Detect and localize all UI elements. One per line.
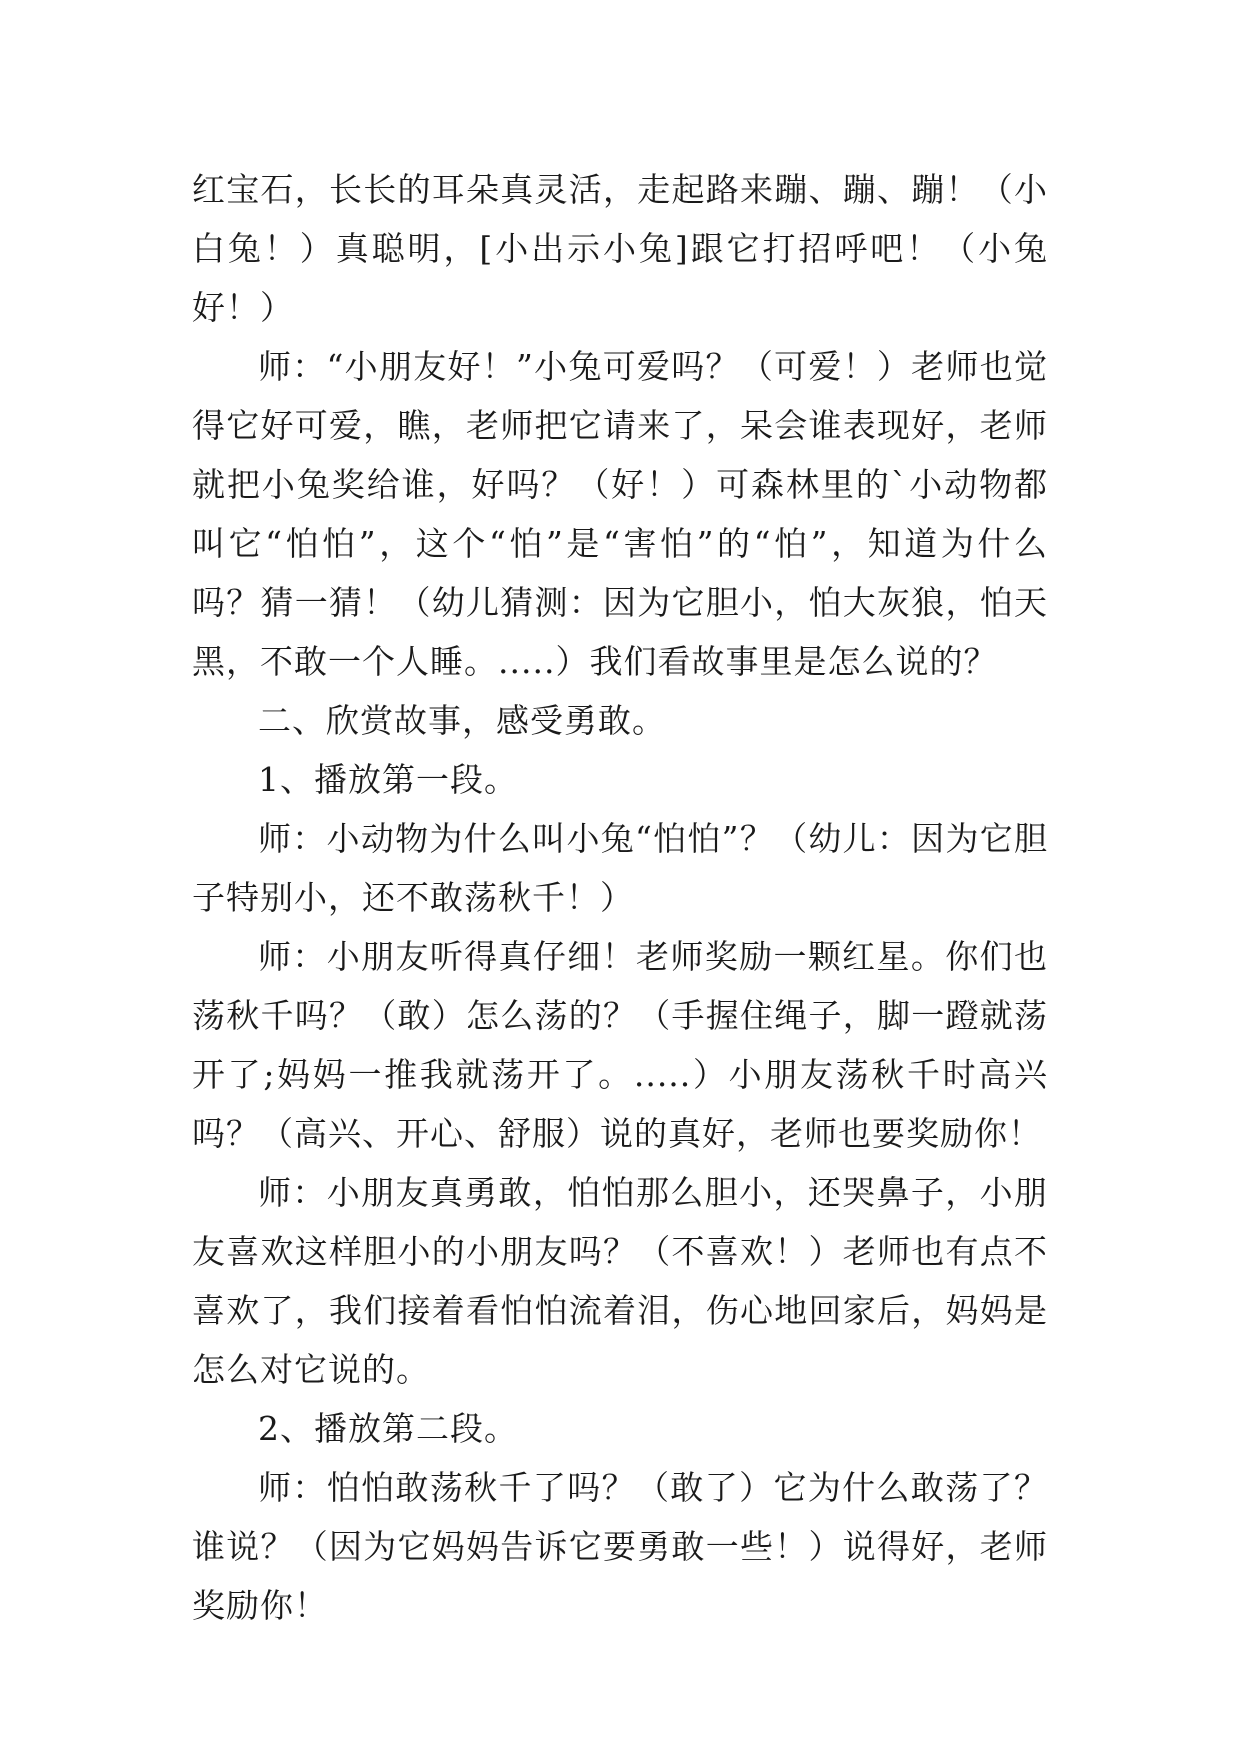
paragraph-1: 红宝石，长长的耳朵真灵活，走起路来蹦、蹦、蹦！（小白兔！）真聪明，[小出示小兔]跟它打招呼吧！（小兔好！）	[192, 170, 1048, 327]
step-heading-play-first-segment: 1、播放第一段。	[258, 760, 518, 799]
paragraph-9: 师：怕怕敢荡秋千了吗？（敢了）它为什么敢荡了？谁说？（因为它妈妈告诉它要勇敢一些！）说得好，老师奖励你！	[192, 1468, 1048, 1625]
paragraph-2: 师：“小朋友好！”小兔可爱吗？（可爱！）老师也觉得它好可爱，瞧，老师把它请来了，呆会谁表现好，老师就把小兔奖给谁，好吗？（好！）可森林里的`小动物都叫它“怕怕”，这个“怕”是“害怕”的“怕”，知道为什么吗？猜一猜！（幼儿猜测：因为它胆小，怕大灰狼，怕天黑，不敢一个人睡。.....）我们看故事里是怎么说的？	[192, 347, 1048, 681]
paragraph-5: 师：小动物为什么叫小兔“怕怕”？（幼儿：因为它胆子特别小，还不敢荡秋千！）	[192, 819, 1048, 917]
section-heading-appreciate-story: 二、欣赏故事，感受勇敢。	[258, 701, 666, 740]
document-body	[192, 160, 1048, 1635]
paragraph-7: 师：小朋友真勇敢，怕怕那么胆小，还哭鼻子，小朋友喜欢这样胆小的小朋友吗？（不喜欢！）老师也有点不喜欢了，我们接着看怕怕流着泪，伤心地回家后，妈妈是怎么对它说的。	[192, 1173, 1048, 1389]
paragraph-6: 师：小朋友听得真仔细！老师奖励一颗红星。你们也荡秋千吗？（敢）怎么荡的？（手握住绳子，脚一蹬就荡开了;妈妈一推我就荡开了。.....）小朋友荡秋千时高兴吗？（高兴、开心、舒服）说的真好，老师也要奖励你！	[192, 937, 1048, 1153]
step-heading-play-second-segment: 2、播放第二段。	[258, 1409, 518, 1448]
